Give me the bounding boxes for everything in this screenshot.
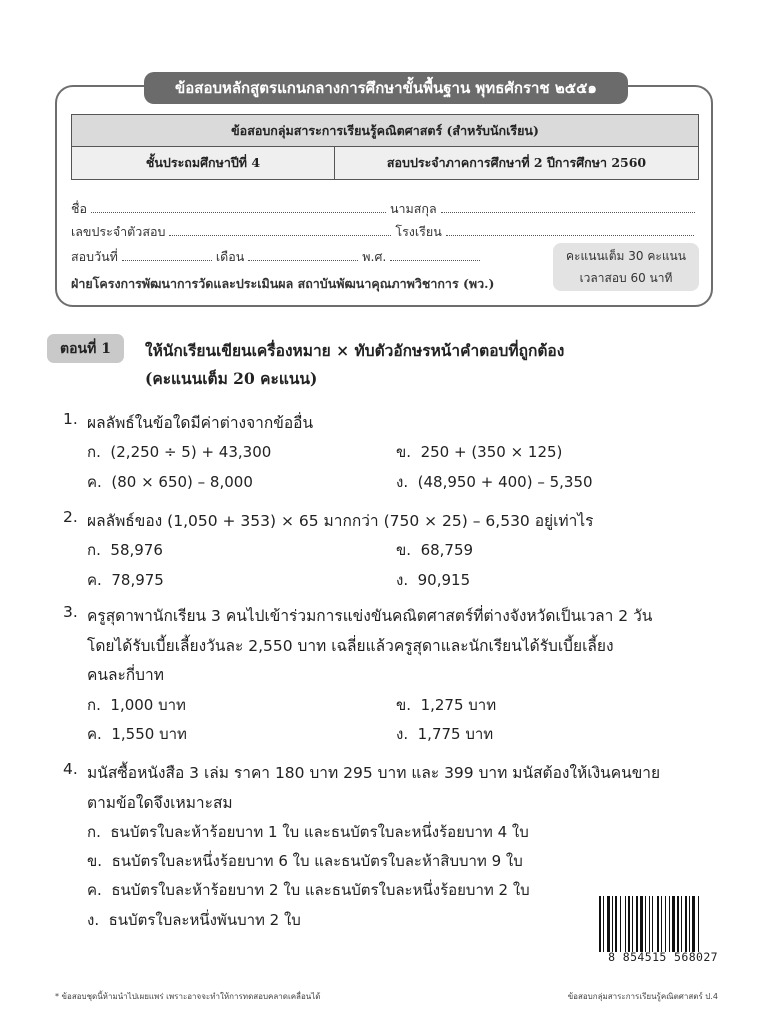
option-b[interactable] bbox=[396, 693, 496, 717]
score-box bbox=[553, 243, 699, 291]
option-letter: ข. bbox=[396, 541, 412, 559]
option-text: 68,759 bbox=[420, 541, 474, 559]
footer-subject: ข้อสอบกลุ่มสาระการเรียนรู้คณิตศาสตร์ ป.4 bbox=[567, 992, 718, 1001]
option-text: 1,550 บาท bbox=[111, 725, 187, 743]
subject-table bbox=[71, 114, 699, 180]
subject-title: ข้อสอบกลุ่มสาระการเรียนรู้คณิตศาสตร์ (สำหรับนักเรียน) bbox=[72, 115, 699, 147]
option-text: 58,976 bbox=[110, 541, 163, 559]
month-label: เดือน bbox=[215, 249, 245, 264]
option-text: 78,975 bbox=[111, 571, 164, 589]
option-b[interactable] bbox=[87, 849, 523, 873]
option-text: ธนบัตรใบละหนึ่งร้อยบาท 6 ใบ และธนบัตรใบละห้าสิบบาท 9 ใบ bbox=[111, 852, 523, 870]
question-number: 2. bbox=[63, 508, 78, 526]
option-c[interactable] bbox=[87, 568, 164, 592]
option-d[interactable] bbox=[396, 568, 470, 592]
grade-level: ชั้นประถมศึกษาปีที่ 4 bbox=[72, 147, 335, 180]
option-d[interactable] bbox=[87, 908, 301, 932]
exam-banner: ข้อสอบหลักสูตรแกนกลางการศึกษาขั้นพื้นฐาน พุทธศักราช ๒๕๕๑ bbox=[144, 72, 628, 104]
option-d[interactable] bbox=[396, 470, 593, 494]
option-c[interactable] bbox=[87, 878, 530, 902]
option-c[interactable] bbox=[87, 470, 253, 494]
option-text: (2,250 ÷ 5) + 43,300 bbox=[110, 443, 272, 461]
option-a[interactable] bbox=[87, 820, 529, 844]
option-text: 250 + (350 × 125) bbox=[420, 443, 563, 461]
option-letter: ข. bbox=[396, 443, 412, 461]
option-text: 1,275 บาท bbox=[420, 696, 497, 714]
question-text-line-2: โดยได้รับเบี้ยเลี้ยงวันละ 2,550 บาท เฉลี่ยแล้วครูสุดาและนักเรียนได้รับเบี้ยเลี้ยง bbox=[87, 637, 614, 655]
option-letter: ค. bbox=[87, 725, 102, 743]
surname-label: นามสกุล bbox=[389, 201, 437, 216]
option-b[interactable] bbox=[396, 440, 562, 464]
option-letter: ก. bbox=[87, 823, 101, 841]
name-label: ชื่อ bbox=[71, 201, 87, 216]
option-c[interactable] bbox=[87, 722, 187, 746]
id-row bbox=[71, 222, 694, 242]
option-text: ธนบัตรใบละห้าร้อยบาท 1 ใบ และธนบัตรใบละหนึ่งร้อยบาท 4 ใบ bbox=[110, 823, 529, 841]
option-letter: ก. bbox=[87, 541, 101, 559]
barcode-number: 8 854515 568027 bbox=[608, 950, 718, 964]
option-letter: ค. bbox=[87, 571, 102, 589]
option-text: 90,915 bbox=[417, 571, 471, 589]
option-text: ธนบัตรใบละหนึ่งพันบาท 2 ใบ bbox=[108, 911, 301, 929]
question-text: ผลลัพธ์ในข้อใดมีค่าต่างจากข้ออื่น bbox=[87, 414, 314, 432]
question-text-line-1: ครูสุดาพานักเรียน 3 คนไปเข้าร่วมการแข่งขันคณิตศาสตร์ที่ต่างจังหวัดเป็นเวลา 2 วัน bbox=[87, 607, 653, 625]
option-letter: ง. bbox=[87, 911, 100, 929]
option-a[interactable] bbox=[87, 538, 163, 562]
date-row bbox=[71, 247, 480, 267]
question-text-line-1: มนัสซื้อหนังสือ 3 เล่ม ราคา 180 บาท 295 บาท และ 399 บาท มนัสต้องให้เงินคนขาย bbox=[87, 764, 661, 782]
department: ฝ่ายโครงการพัฒนาการวัดและประเมินผล สถาบันพัฒนาคุณภาพวิชาการ (พว.) bbox=[71, 276, 495, 291]
question-text-line-3: คนละกี่บาท bbox=[87, 666, 164, 684]
month-field[interactable] bbox=[248, 248, 358, 261]
option-text: (80 × 650) – 8,000 bbox=[111, 473, 253, 491]
question-number: 1. bbox=[63, 410, 78, 428]
option-letter: ก. bbox=[87, 443, 101, 461]
option-text: (48,950 + 400) – 5,350 bbox=[417, 473, 593, 491]
exam-term: สอบประจำภาคการศึกษาที่ 2 ปีการศึกษา 2560 bbox=[335, 147, 699, 180]
question-number: 4. bbox=[63, 760, 78, 778]
option-text: 1,775 บาท bbox=[417, 725, 494, 743]
option-letter: ก. bbox=[87, 696, 101, 714]
option-letter: ค. bbox=[87, 473, 102, 491]
name-field[interactable] bbox=[91, 200, 386, 213]
question-text-line-2: ตามข้อใดจึงเหมาะสม bbox=[87, 794, 233, 812]
barcode-icon bbox=[598, 896, 716, 952]
part-badge: ตอนที่ 1 bbox=[47, 334, 124, 363]
exam-id-field[interactable] bbox=[169, 223, 391, 236]
option-letter: ง. bbox=[396, 473, 409, 491]
option-letter: ง. bbox=[396, 571, 409, 589]
option-a[interactable] bbox=[87, 693, 186, 717]
instruction-line-2: (คะแนนเต็ม 20 คะแนน) bbox=[145, 369, 318, 388]
question-text: ผลลัพธ์ของ (1,050 + 353) × 65 มากกว่า (750 × 25) – 6,530 อยู่เท่าไร bbox=[87, 512, 594, 530]
option-text: ธนบัตรใบละห้าร้อยบาท 2 ใบ และธนบัตรใบละหนึ่งร้อยบาท 2 ใบ bbox=[111, 881, 530, 899]
option-d[interactable] bbox=[396, 722, 493, 746]
option-letter: ข. bbox=[396, 696, 412, 714]
instruction-line-1: ให้นักเรียนเขียนเครื่องหมาย × ทับตัวอักษรหน้าคำตอบที่ถูกต้อง bbox=[145, 341, 565, 360]
surname-field[interactable] bbox=[441, 200, 695, 213]
exam-id-label: เลขประจำตัวสอบ bbox=[71, 224, 166, 239]
option-letter: ข. bbox=[87, 852, 103, 870]
option-letter: ง. bbox=[396, 725, 409, 743]
question-number: 3. bbox=[63, 603, 78, 621]
option-text: 1,000 บาท bbox=[110, 696, 186, 714]
exam-date-label: สอบวันที่ bbox=[71, 249, 118, 264]
full-score: คะแนนเต็ม 30 คะแนน bbox=[566, 249, 686, 263]
school-field[interactable] bbox=[446, 223, 694, 236]
school-label: โรงเรียน bbox=[395, 224, 442, 239]
year-label: พ.ศ. bbox=[362, 249, 387, 264]
footer-disclaimer: * ข้อสอบชุดนี้ห้ามนำไปเผยแพร่ เพราะอาจจะทำให้การทดสอบคลาดเคลื่อนได้ bbox=[55, 992, 321, 1001]
exam-date-field[interactable] bbox=[122, 248, 212, 261]
year-field[interactable] bbox=[390, 248, 480, 261]
name-row bbox=[71, 199, 695, 219]
option-letter: ค. bbox=[87, 881, 102, 899]
exam-time: เวลาสอบ 60 นาที bbox=[579, 271, 673, 285]
option-b[interactable] bbox=[396, 538, 473, 562]
option-a[interactable] bbox=[87, 440, 271, 464]
